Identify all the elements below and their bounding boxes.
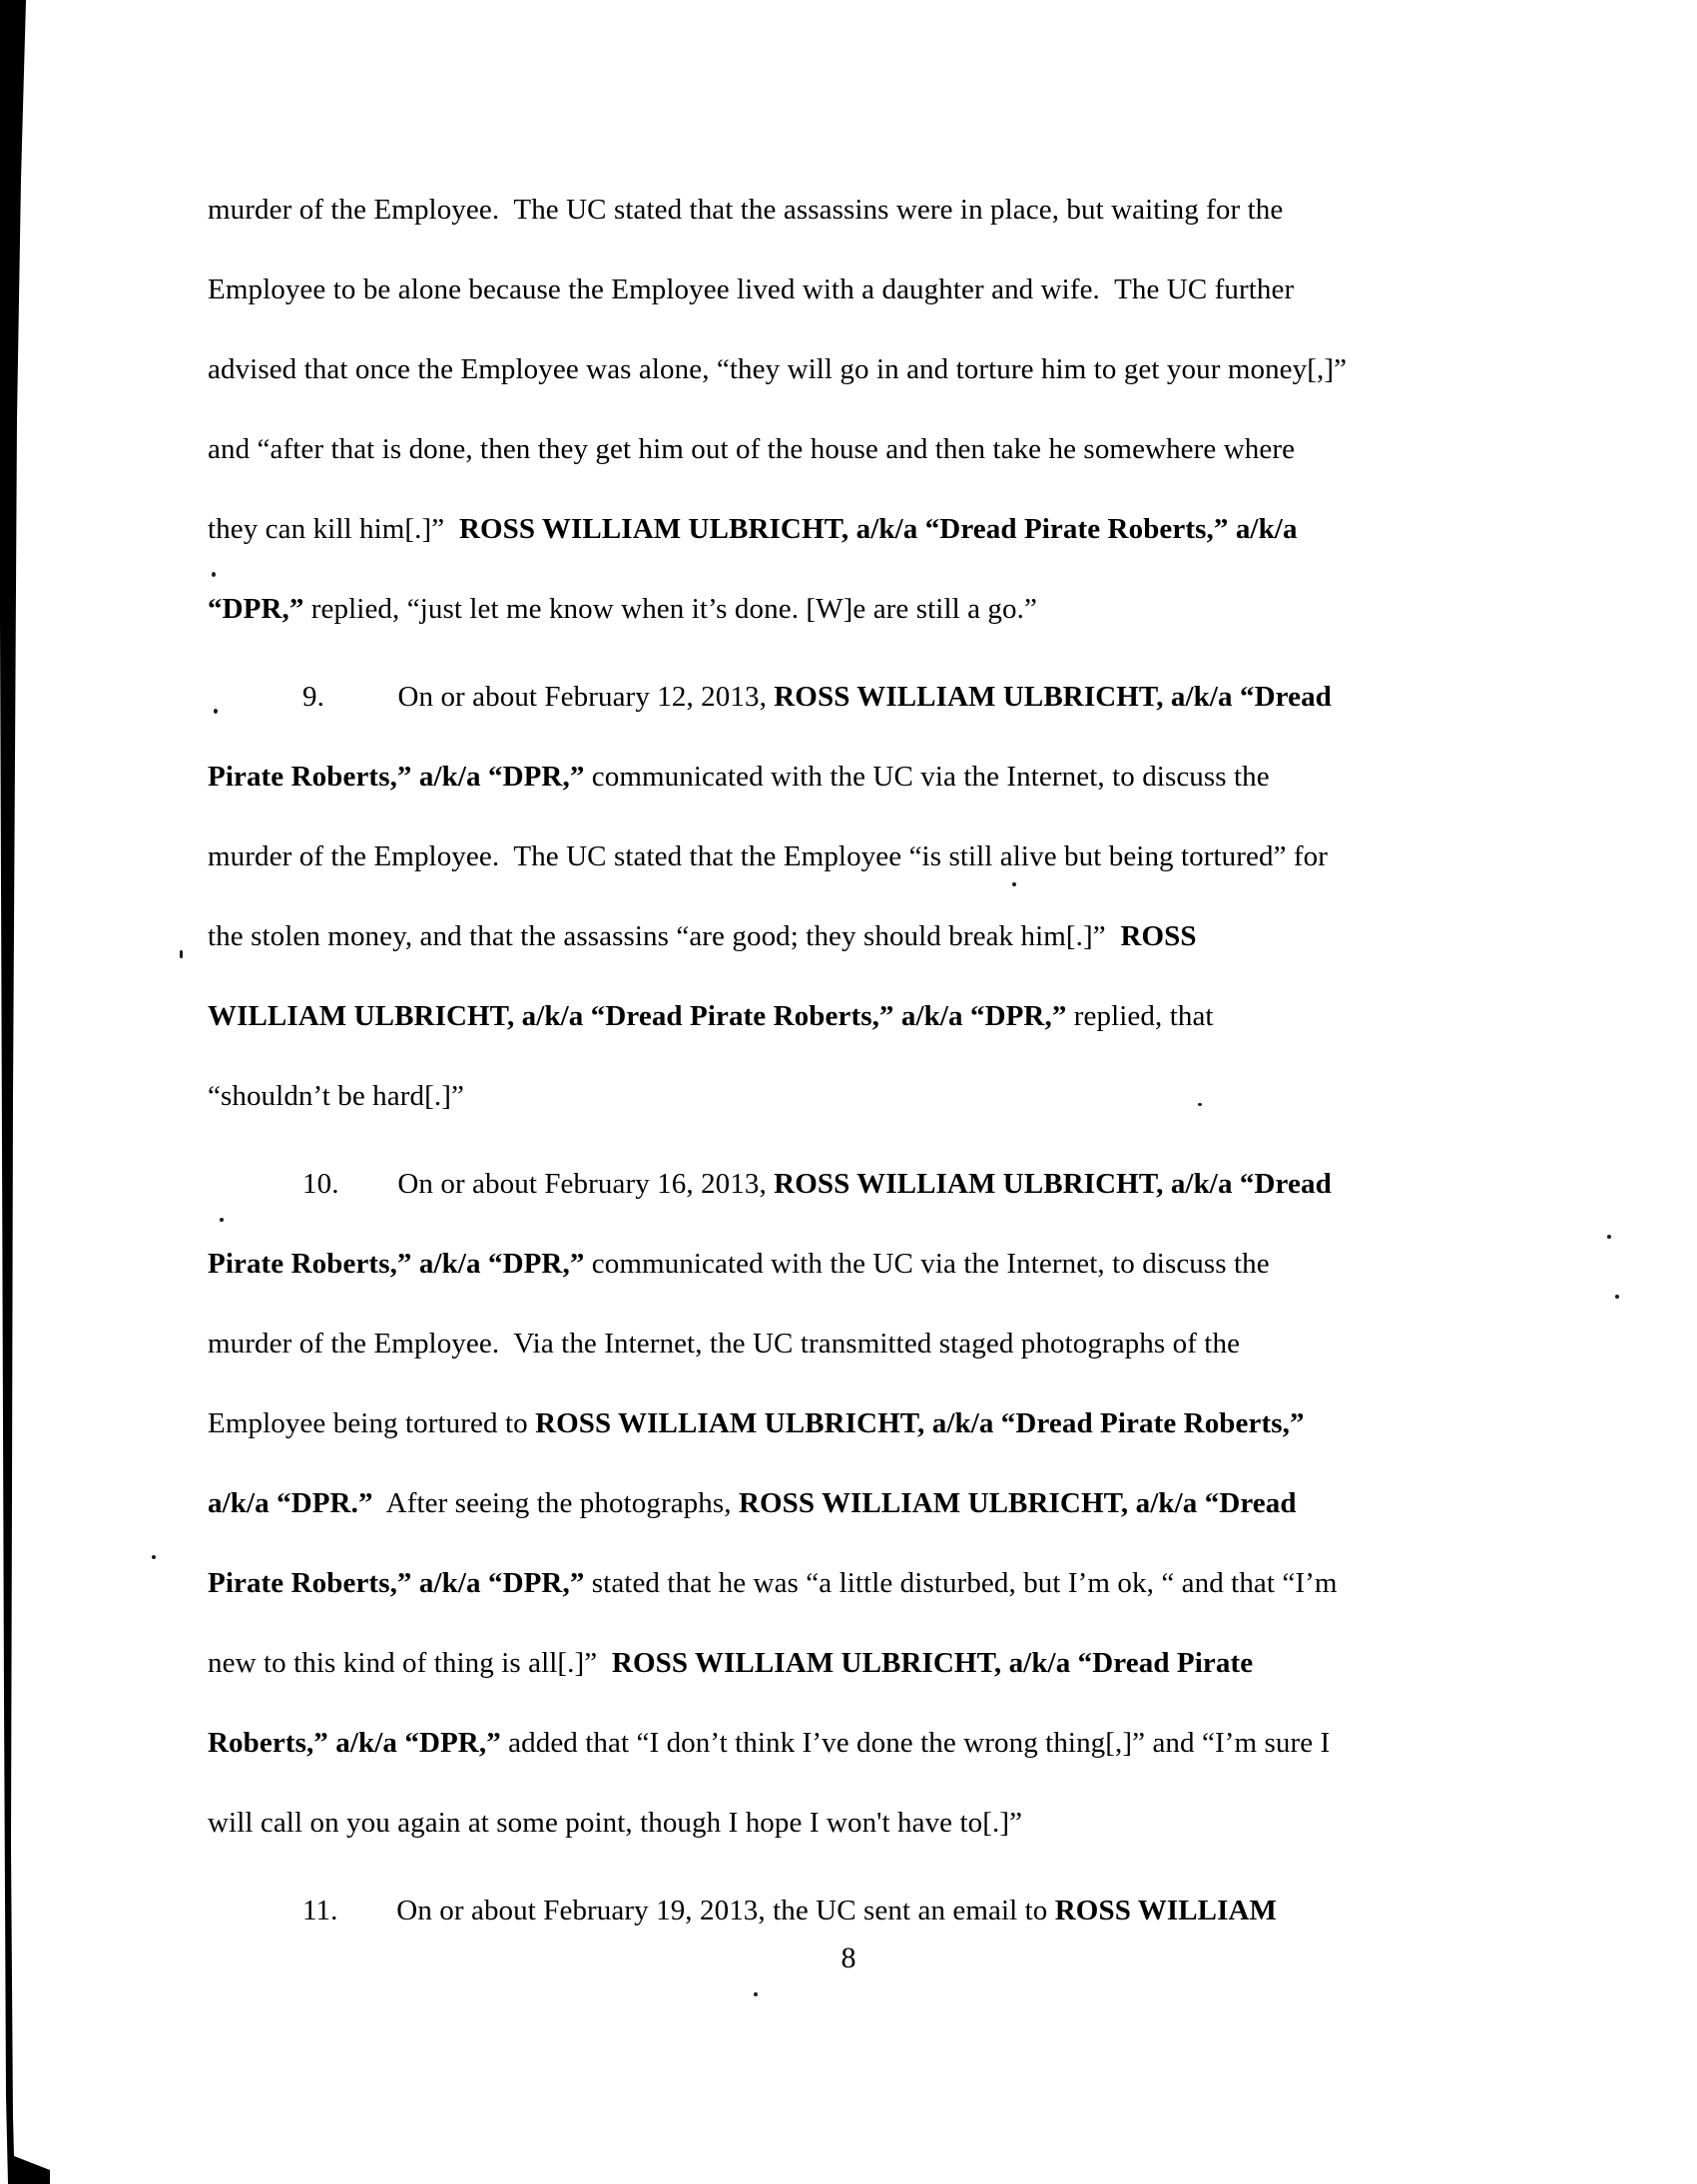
text-run: the stolen money, and that the assassins “are good; they should break him[.]”: [208, 920, 1121, 952]
document-line: [208, 1383, 1565, 1463]
text-run: advised that once the Employee was alone, “they will go in and torture him to get your money[,]”: [208, 353, 1348, 385]
bold-text-run: Pirate Roberts,” a/k/a “DPR,”: [208, 1248, 585, 1280]
bold-text-run: Pirate Roberts,” a/k/a “DPR,”: [208, 761, 585, 793]
text-run: stated that he was “a little disturbed, but I’m ok, “ and that “I’m: [584, 1567, 1338, 1599]
bold-text-run: ROSS WILLIAM ULBRICHT, a/k/a “Dread Pirate: [611, 1647, 1254, 1679]
text-run: Employee being tortured to: [208, 1407, 536, 1439]
document-line: [208, 1783, 1565, 1863]
text-run: communicated with the UC via the Internet, to discuss the: [584, 761, 1270, 793]
text-run: murder of the Employee. Via the Internet, the UC transmitted staged photographs of the: [208, 1328, 1241, 1360]
text-run: murder of the Employee. The UC stated that the assassins were in place, but waiting for the: [208, 194, 1284, 226]
document-line: [208, 1463, 1565, 1543]
text-run: and “after that is done, then they get him out of the house and then take he somewhere where: [208, 433, 1296, 465]
bold-text-run: ROSS WILLIAM ULBRICHT, a/k/a “Dread: [774, 681, 1332, 713]
document-line: [208, 1703, 1565, 1783]
document-line: [208, 170, 1565, 250]
bold-text-run: WILLIAM ULBRICHT, a/k/a “Dread Pirate Roberts,” a/k/a “DPR,”: [208, 1000, 1067, 1032]
scan-artifact-left-bar: [0, 0, 60, 2184]
scan-speck: [180, 950, 183, 958]
text-run: 10. On or about February 16, 2013,: [302, 1168, 775, 1200]
document-line: [208, 1224, 1565, 1304]
text-run: they can kill him[.]”: [208, 513, 459, 545]
document-body: [208, 170, 1565, 1950]
text-run: 9. On or about February 12, 2013,: [302, 681, 775, 713]
document-line: [208, 817, 1565, 896]
text-run: replied, “just let me know when it’s done. [W]e are still a go.”: [303, 593, 1037, 625]
text-run: added that “I don’t think I’ve done the wrong thing[,]” and “I’m sure I: [500, 1727, 1331, 1759]
bold-text-run: ROSS WILLIAM: [1054, 1895, 1278, 1926]
bold-text-run: ROSS WILLIAM ULBRICHT, a/k/a “Dread: [774, 1168, 1332, 1200]
document-line: [208, 1623, 1565, 1703]
bold-text-run: ROSS WILLIAM ULBRICHT, a/k/a “Dread Pirate Roberts,” a/k/a: [458, 513, 1298, 545]
document-line: [208, 976, 1565, 1056]
bold-text-run: Roberts,” a/k/a “DPR,”: [208, 1727, 501, 1759]
text-run: murder of the Employee. The UC stated that the Employee “is still alive but being tortured” for: [208, 840, 1329, 872]
bold-text-run: a/k/a “DPR.”: [208, 1487, 373, 1519]
document-line: [208, 329, 1565, 409]
document-line: [208, 1543, 1565, 1623]
document-line: [208, 1304, 1565, 1383]
document-line: [208, 250, 1565, 329]
document-line: [208, 1144, 1565, 1224]
document-line: [208, 896, 1565, 976]
text-run: new to this kind of thing is all[.]”: [208, 1647, 612, 1679]
bold-text-run: ROSS WILLIAM ULBRICHT, a/k/a “Dread Pirate Roberts,”: [535, 1407, 1305, 1439]
text-run: 11. On or about February 19, 2013, the UC sent an email to: [302, 1895, 1055, 1926]
bold-text-run: Pirate Roberts,” a/k/a “DPR,”: [208, 1567, 585, 1599]
text-run: communicated with the UC via the Internet, to discuss the: [584, 1248, 1270, 1280]
text-run: “shouldn’t be hard[.]”: [208, 1080, 464, 1112]
document-line: [208, 1056, 1565, 1136]
text-run: will call on you again at some point, though I hope I won't have to[.]”: [208, 1807, 1023, 1839]
bold-text-run: ROSS: [1120, 920, 1197, 952]
document-line: [208, 657, 1565, 737]
scan-speck: [1615, 1295, 1619, 1299]
document-line: [208, 409, 1565, 489]
text-run: After seeing the photographs,: [372, 1487, 739, 1519]
text-run: replied, that: [1066, 1000, 1214, 1032]
text-run: Employee to be alone because the Employee lived with a daughter and wife. The UC further: [208, 273, 1295, 305]
document-line: [208, 737, 1565, 817]
document-line: [208, 489, 1565, 569]
document-line: [208, 569, 1565, 649]
bold-text-run: “DPR,”: [208, 593, 304, 625]
page-number: 8: [841, 1941, 856, 1974]
scan-speck: [152, 1555, 156, 1559]
scan-speck: [1607, 1235, 1611, 1239]
bold-text-run: ROSS WILLIAM ULBRICHT, a/k/a “Dread: [738, 1487, 1297, 1519]
